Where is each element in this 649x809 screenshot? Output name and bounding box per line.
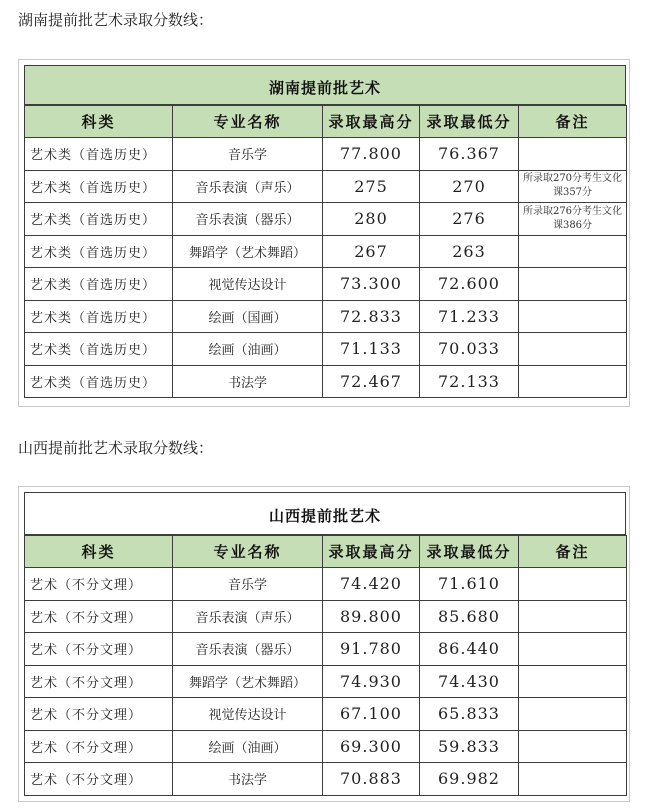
table-row [25, 698, 627, 731]
category-cell: 艺术（不分文理） [25, 730, 173, 763]
min-score-cell: 276 [420, 203, 519, 236]
min-score-cell: 263 [420, 235, 519, 268]
note-cell [519, 568, 627, 601]
min-score-cell: 69.982 [420, 763, 519, 796]
note-cell [519, 730, 627, 763]
min-score-cell: 86.440 [420, 633, 519, 666]
hunan-score-table [24, 105, 627, 398]
max-score-cell: 70.883 [323, 763, 420, 796]
major-cell: 绘画（油画） [173, 730, 323, 763]
min-score-cell: 59.833 [420, 730, 519, 763]
max-score-cell: 91.780 [323, 633, 420, 666]
min-score-cell: 85.680 [420, 600, 519, 633]
shanxi-table [24, 492, 626, 797]
category-cell: 艺术类（首选历史） [25, 268, 173, 301]
note-cell [519, 138, 627, 171]
major-cell: 音乐学 [173, 138, 323, 171]
note-cell [519, 365, 627, 398]
note-cell [519, 698, 627, 731]
min-score-cell: 74.430 [420, 665, 519, 698]
min-score-cell: 72.133 [420, 365, 519, 398]
major-cell: 绘画（国画） [173, 300, 323, 333]
max-score-cell: 73.300 [323, 268, 420, 301]
column-header-major: 专业名称 [173, 106, 323, 138]
major-cell: 音乐学 [173, 568, 323, 601]
category-cell: 艺术（不分文理） [25, 568, 173, 601]
note-cell [519, 600, 627, 633]
major-cell: 舞蹈学（艺术舞蹈） [173, 235, 323, 268]
column-header-note: 备注 [519, 106, 627, 138]
max-score-cell: 74.420 [323, 568, 420, 601]
major-cell: 视觉传达设计 [173, 268, 323, 301]
table-row [25, 138, 627, 171]
major-cell: 音乐表演（声乐） [173, 600, 323, 633]
table-row [25, 633, 627, 666]
table-row [25, 170, 627, 203]
category-cell: 艺术（不分文理） [25, 665, 173, 698]
major-cell: 音乐表演（声乐） [173, 170, 323, 203]
hunan-table-title: 湖南提前批艺术 [268, 79, 381, 97]
max-score-cell: 77.800 [323, 138, 420, 171]
shanxi-heading: 山西提前批艺术录取分数线： [18, 439, 214, 457]
max-score-cell: 72.467 [323, 365, 420, 398]
column-header-category: 科类 [25, 536, 173, 568]
shanxi-header-row [25, 536, 627, 568]
shanxi-score-table [24, 535, 627, 796]
major-cell: 绘画（油画） [173, 333, 323, 366]
column-header-max-score: 录取最高分 [323, 536, 420, 568]
min-score-cell: 71.233 [420, 300, 519, 333]
note-cell [519, 268, 627, 301]
min-score-cell: 70.033 [420, 333, 519, 366]
category-cell: 艺术（不分文理） [25, 698, 173, 731]
major-cell: 音乐表演（器乐） [173, 203, 323, 236]
hunan-table [24, 65, 626, 401]
column-header-min-score: 录取最低分 [420, 106, 519, 138]
table-row [25, 763, 627, 796]
category-cell: 艺术类（首选历史） [25, 365, 173, 398]
note-cell [519, 333, 627, 366]
max-score-cell: 74.930 [323, 665, 420, 698]
note-cell: 所录取276分考生文化课386分 [519, 203, 627, 236]
category-cell: 艺术类（首选历史） [25, 203, 173, 236]
column-header-note: 备注 [519, 536, 627, 568]
major-cell: 舞蹈学（艺术舞蹈） [173, 665, 323, 698]
column-header-major: 专业名称 [173, 536, 323, 568]
table-row [25, 235, 627, 268]
category-cell: 艺术类（首选历史） [25, 333, 173, 366]
min-score-cell: 270 [420, 170, 519, 203]
major-cell: 书法学 [173, 365, 323, 398]
min-score-cell: 72.600 [420, 268, 519, 301]
max-score-cell: 71.133 [323, 333, 420, 366]
major-cell: 书法学 [173, 763, 323, 796]
note-cell [519, 763, 627, 796]
table-row [25, 665, 627, 698]
min-score-cell: 65.833 [420, 698, 519, 731]
max-score-cell: 267 [323, 235, 420, 268]
max-score-cell: 280 [323, 203, 420, 236]
table-row [25, 568, 627, 601]
table-row [25, 300, 627, 333]
hunan-heading: 湖南提前批艺术录取分数线： [18, 11, 214, 29]
max-score-cell: 89.800 [323, 600, 420, 633]
table-row [25, 203, 627, 236]
max-score-cell: 72.833 [323, 300, 420, 333]
shanxi-table-title: 山西提前批艺术 [268, 507, 381, 525]
category-cell: 艺术类（首选历史） [25, 170, 173, 203]
note-cell: 所录取270分考生文化课357分 [519, 170, 627, 203]
min-score-cell: 76.367 [420, 138, 519, 171]
category-cell: 艺术（不分文理） [25, 600, 173, 633]
hunan-header-row [25, 106, 627, 138]
note-cell [519, 665, 627, 698]
category-cell: 艺术（不分文理） [25, 633, 173, 666]
max-score-cell: 275 [323, 170, 420, 203]
table-row [25, 600, 627, 633]
table-row [25, 365, 627, 398]
min-score-cell: 71.610 [420, 568, 519, 601]
category-cell: 艺术（不分文理） [25, 763, 173, 796]
table-row [25, 333, 627, 366]
note-cell [519, 633, 627, 666]
note-cell [519, 235, 627, 268]
column-header-min-score: 录取最低分 [420, 536, 519, 568]
max-score-cell: 69.300 [323, 730, 420, 763]
category-cell: 艺术类（首选历史） [25, 138, 173, 171]
table-row [25, 730, 627, 763]
column-header-max-score: 录取最高分 [323, 106, 420, 138]
column-header-category: 科类 [25, 106, 173, 138]
note-cell [519, 300, 627, 333]
category-cell: 艺术类（首选历史） [25, 235, 173, 268]
major-cell: 视觉传达设计 [173, 698, 323, 731]
table-row [25, 268, 627, 301]
major-cell: 音乐表演（器乐） [173, 633, 323, 666]
category-cell: 艺术类（首选历史） [25, 300, 173, 333]
max-score-cell: 67.100 [323, 698, 420, 731]
